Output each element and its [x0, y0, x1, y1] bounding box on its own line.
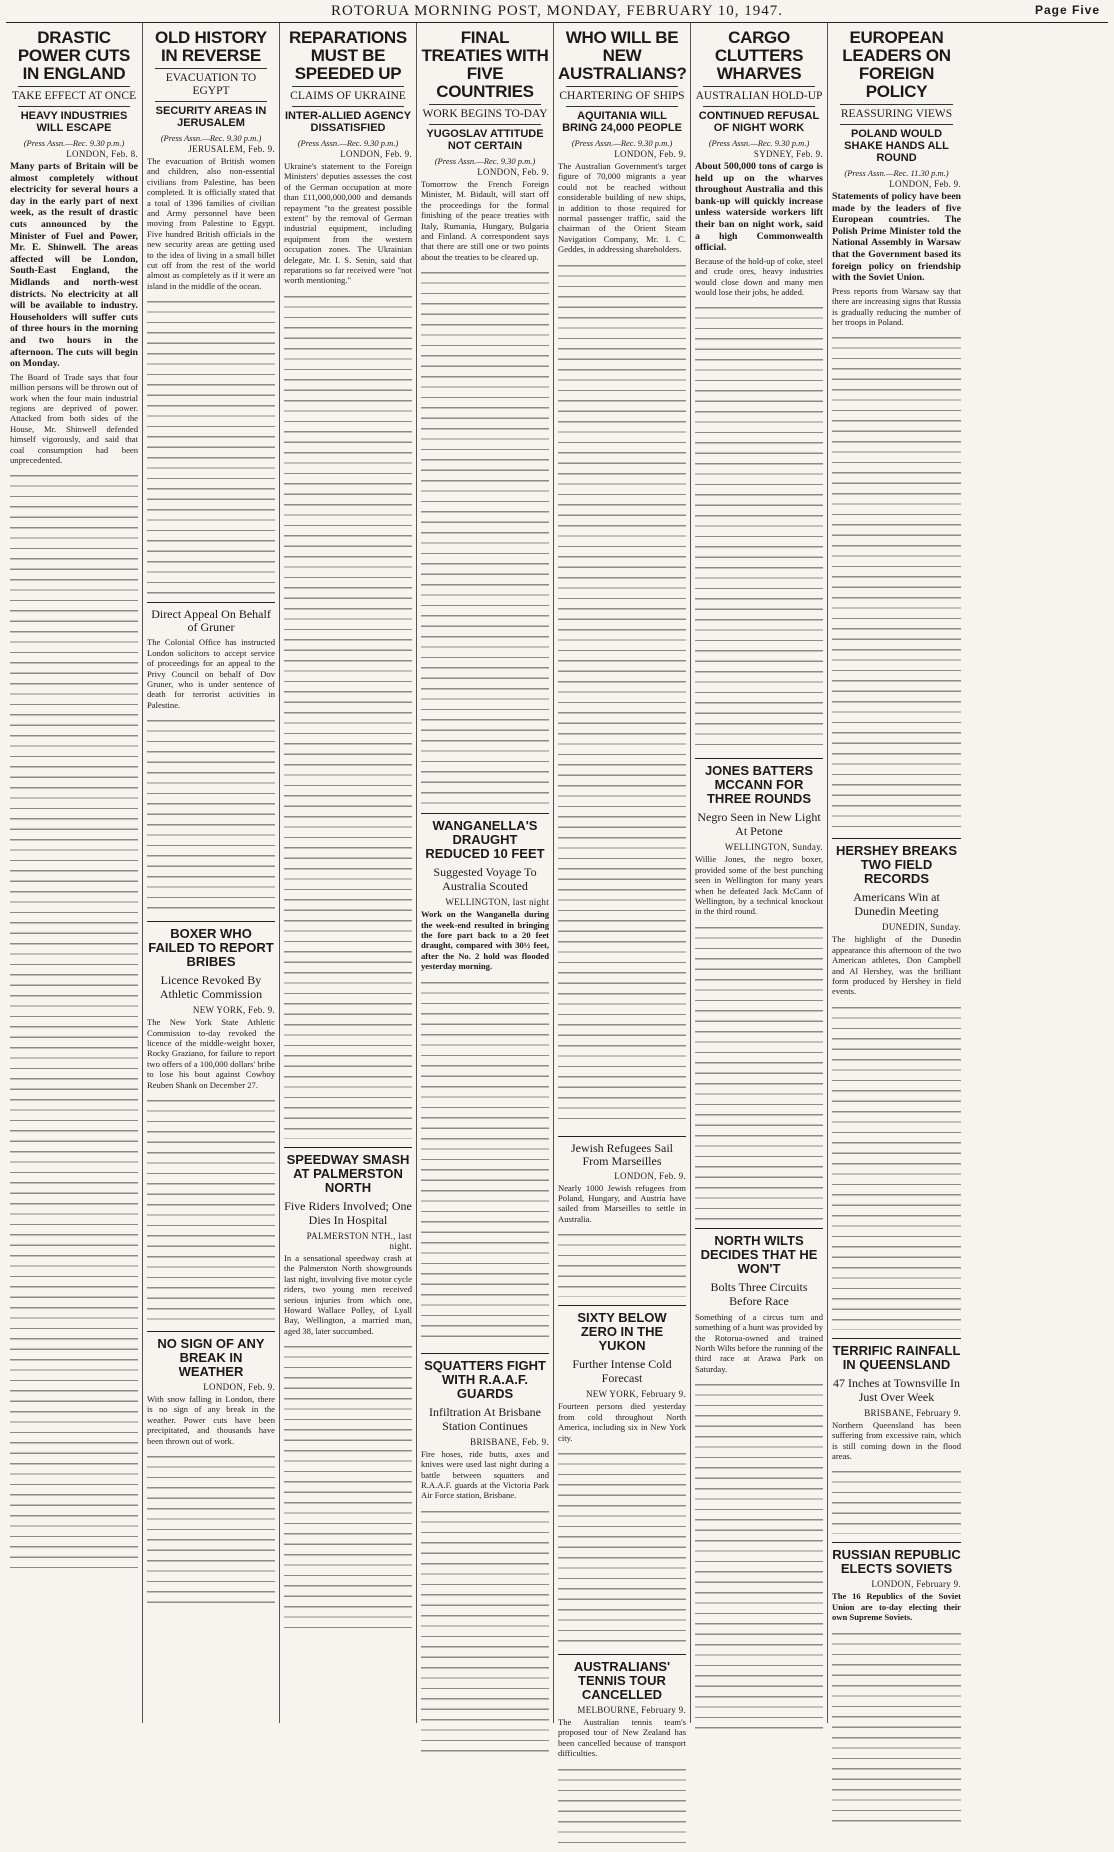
section-paragraph: The highlight of the Dunedin appearance this afternoon of the two American athletes, Don Campbell and Al Hershey, was the brilliant form produced by Hershey in field events. [832, 934, 961, 997]
placeline: JERUSALEM, Feb. 9. [188, 144, 275, 154]
section-headline: SIXTY BELOW ZERO IN THE YUKON [558, 1305, 686, 1353]
section-title: Direct Appeal On Behalf of Gruner [147, 602, 275, 634]
section-paragraph: With snow falling in London, there is no sign of any break in the weather. Power cuts have been precipitated, and thousands have been thrown out of work. [147, 1393, 275, 1446]
section-paragraph: Fourteen persons died yesterday from cold throughout North America, including six in New York city. [558, 1401, 686, 1443]
placeline: LONDON, Feb. 8. [66, 149, 138, 159]
placeline: PALMERSTON NTH., last night. [306, 1230, 412, 1251]
headline: DRASTIC POWER CUTS IN ENGLAND [17, 28, 131, 83]
section-headline: BOXER WHO FAILED TO REPORT BRIBES [147, 921, 275, 969]
column-text-block [832, 330, 961, 830]
placeline: BRISBANE, Feb. 9. [470, 1436, 549, 1447]
section-paragraph: Nearly 1000 Jewish refugees from Poland, Hungary, and Austria have sailed from Marseilles to settle in Australia. [558, 1182, 686, 1224]
column-2 [143, 23, 280, 1723]
dateline: (Press Assn.—Rec. 11.30 p.m.) [844, 168, 949, 178]
column-text-block [421, 1504, 549, 1754]
body-paragraph: Because of the hold-up of coke, steel and crude ores, heavy industries would close down and many men would lose their jobs, he added. [695, 255, 823, 297]
section-subheading: Bolts Three Circuits Before Race [710, 1279, 808, 1308]
column-text-block [832, 1000, 961, 1330]
column-text-block [421, 975, 549, 1345]
column-text-block [695, 1377, 823, 1737]
masthead-title: ROTORUA MORNING POST, MONDAY, FEBRUARY 10, 1947. [331, 2, 783, 19]
section-paragraph: Fire hoses, ride butts, axes and knives were used last night during a battle between squatters and R.A.A.F. guards at the Victoria Park Air Force station, Brisbane. [421, 1448, 549, 1501]
column-text-block [558, 258, 686, 1128]
body-paragraph: Tomorrow the French Foreign Minister, M. Bidault, will start off the proceedings for the formal finishing of the peace treaties with Italy, Rumania, Hungary, Bulgaria and Finland. A correspondent says that there are still one or two points about the treaties to be cleared up. [421, 179, 549, 262]
section-paragraph: The Australian tennis team's proposed tour of New Zealand has been cancelled because of transport difficulties. [558, 1716, 686, 1759]
section-paragraph: The Colonial Office has instructed London solicitors to accept service of proceedings for an appeal to the Privy Council on behalf of Dov Gruner, who is under sentence of death for terrorist activities in Palestine. [147, 637, 275, 710]
body-paragraph: Press reports from Warsaw say that there are increasing signs that Russia is gradually reducing the number of her troops in Poland. [832, 285, 961, 327]
section-headline: SQUATTERS FIGHT WITH R.A.A.F. GUARDS [421, 1353, 549, 1401]
column-text-block [147, 1449, 275, 1609]
section-paragraph: Northern Queensland has been suffering from excessive rain, which is still coming down in the flood areas. [832, 1419, 961, 1462]
divider [566, 106, 678, 107]
column-5 [554, 23, 691, 1759]
body-paragraph: The Australian Government's target figure of 70,000 migrants a year could not be reached without considerable building of new ships, in addition to those required for normal passenger traffic, said the chairman of the Orient Steam Navigation Company, Mr. I. C. Geddes, in addressing shareholders. [558, 161, 686, 255]
placeline: LONDON, Feb. 9. [614, 1170, 686, 1181]
page-number: Page Five [1034, 3, 1100, 17]
divider [292, 86, 404, 87]
column-text-block [421, 265, 549, 805]
section-subheading: Further Intense Cold Forecast [572, 1357, 672, 1386]
divider [155, 101, 267, 102]
section-paragraph: In a sensational speedway crash at the Palmerston North showgrounds last night, involving five motor cycle riders, two young men received serious injuries from which one, Howard Wallace Polley, of Lyall Bay, Wellington, a married man, aged 38, later succumbed. [284, 1252, 412, 1336]
column-1 [6, 23, 143, 1723]
column-text-block [832, 1626, 961, 1826]
subheading-bold: CONTINUED REFUSAL OF NIGHT WORK [698, 110, 820, 134]
column-text-block [284, 289, 412, 1139]
headline: WHO WILL BE NEW AUSTRALIANS? [558, 28, 687, 83]
column-text-block [832, 1464, 961, 1534]
body-paragraph: Ukraine's statement to the Foreign Ministers' deputies assesses the cost of the German occupation at more than £11,000,000,000 and demands repayment "to the greatest possible extent" by the removal of German industrial equipment, including equipment from the western occupation zones. The Ukrainian delegate, Mr. I. S. Senin, said that reparations so far received were "not worth mentioning." [284, 161, 412, 286]
section-headline: TERRIFIC RAINFALL IN QUEENSLAND [832, 1338, 961, 1372]
column-4 [417, 23, 554, 1723]
section-headline: WANGANELLA'S DRAUGHT REDUCED 10 FEET [421, 813, 549, 861]
section-subheading: Infiltration At Brisbane Station Continues [429, 1404, 541, 1433]
lede-paragraph: Many parts of Britain will be almost completely without electricity for several hours a day in the early part of next week, as the result of drastic cuts announced by the Minister of Fuel and Power, Mr. E. Shinwell. The areas affected will be London, South-East England, the Midlands and north-west districts. No electricity at all will be available to industry. Householders will suffer cuts of three hours in the morning and two hours in the afternoon. The cuts will begin on Monday. [10, 161, 138, 370]
section-headline: NO SIGN OF ANY BREAK IN WEATHER [147, 1331, 275, 1379]
dateline: (Press Assn.—Rec. 9.30 p.m.) [434, 156, 536, 166]
section-subheading: Licence Revoked By Athletic Commission [159, 973, 263, 1002]
divider [840, 124, 953, 125]
divider [18, 86, 130, 87]
masthead [6, 0, 1108, 23]
section-subheading: Suggested Voyage To Australia Scouted [433, 865, 537, 894]
section-subheading: 47 Inches at Townsville In Just Over Week [833, 1375, 960, 1404]
section-subheading: Five Riders Involved; One Dies In Hospital [284, 1198, 412, 1227]
divider [703, 106, 815, 107]
section-headline: NORTH WILTS DECIDES THAT HE WON'T [695, 1228, 823, 1276]
placeline: NEW YORK, Feb. 9. [192, 1005, 275, 1016]
section-headline: RUSSIAN REPUBLIC ELECTS SOVIETS [832, 1542, 961, 1576]
placeline: BRISBANE, February 9. [864, 1407, 961, 1418]
column-text-block [695, 920, 823, 1220]
section-subheading: Americans Win at Dunedin Meeting [853, 890, 940, 919]
divider [155, 68, 267, 69]
placeline: LONDON, Feb. 9. [477, 167, 549, 177]
column-text-block [10, 468, 138, 1568]
lede-paragraph: Statements of policy have been made by the leaders of five European countries. The Polish Prime Minister told the National Assembly in Warsaw that the Government based its foreign policy on friendship with the Soviet Union. [832, 191, 961, 284]
placeline: WELLINGTON, Sunday. [724, 842, 823, 853]
body-paragraph: The Board of Trade says that four million persons will be thrown out of work when the four main industrial regions are deprived of power. Attacked from both sides of the House, Mr. Shinwell defended himself vigorously, and said that coal consumption had been unprecedented. [10, 371, 138, 465]
column-text-block [558, 1446, 686, 1646]
headline: FINAL TREATIES WITH FIVE COUNTRIES [421, 28, 549, 101]
column-6 [691, 23, 828, 1723]
subheading-bold: AQUITANIA WILL BRING 24,000 PEOPLE [562, 110, 682, 134]
divider [566, 86, 678, 87]
section-headline: SPEEDWAY SMASH AT PALMERSTON NORTH [284, 1147, 412, 1195]
subheading: TAKE EFFECT AT ONCE [11, 90, 137, 102]
divider [292, 106, 404, 107]
placeline: LONDON, Feb. 9. [614, 149, 686, 159]
column-text-block [147, 1093, 275, 1323]
subheading: WORK BEGINS TO-DAY [422, 108, 548, 120]
section-paragraph: Something of a circus turn and something of a hunt was provided by the Rotorua-owned and trained North Wilts before the running of the third race at Arawa Park on Saturday. [695, 1311, 823, 1374]
column-text-block [284, 1339, 412, 1629]
subheading-bold: YUGOSLAV ATTITUDE NOT CERTAIN [426, 128, 544, 152]
placeline: NEW YORK, February 9. [585, 1389, 686, 1400]
section-paragraph: The New York State Athletic Commission to-day revoked the licence of the middle-weight boxer, Rocky Graziano, for failure to report two offers of a 100,000 dollars' bribe to lose his bout against Cowboy Reuben Shank on December 27. [147, 1017, 275, 1090]
section-subheading: Negro Seen in New Light At Petone [697, 810, 821, 839]
subheading: AUSTRALIAN HOLD-UP [695, 90, 823, 102]
column-text-block [147, 294, 275, 594]
column-text-block [695, 300, 823, 750]
lede-paragraph: About 500,000 tons of cargo is held up on the wharves throughout Australia and this bank-up will quickly increase unless waterside workers lift their ban on night work, said a high Commonwealth official. [695, 161, 823, 254]
placeline: MELBOURNE, February 9. [577, 1704, 686, 1715]
subheading: REASSURING VIEWS [840, 108, 953, 120]
placeline: LONDON, Feb. 9. [889, 179, 961, 189]
headline: OLD HISTORY IN REVERSE [155, 28, 267, 65]
placeline: SYDNEY, Feb. 9. [753, 149, 823, 159]
dateline: (Press Assn.—Rec. 9.30 p.m.) [708, 138, 810, 148]
subheading-bold: POLAND WOULD SHAKE HANDS ALL ROUND [844, 128, 949, 164]
placeline: WELLINGTON, last night [445, 897, 549, 908]
placeline: LONDON, Feb. 9. [203, 1381, 275, 1392]
subheading: CHARTERING OF SHIPS [559, 90, 685, 102]
placeline: LONDON, February 9. [871, 1579, 961, 1590]
column-text-block [147, 713, 275, 913]
placeline: DUNEDIN, Sunday. [882, 922, 961, 933]
subheading-bold: SECURITY AREAS IN JERUSALEM [155, 105, 267, 129]
section-paragraph: The 16 Republics of the Soviet Union are to-day electing their own Supreme Soviets. [832, 1591, 961, 1623]
dateline: (Press Assn.—Rec. 9.30 p.m.) [160, 133, 262, 143]
column-text-block [558, 1762, 686, 1852]
headline: EUROPEAN LEADERS ON FOREIGN POLICY [842, 28, 951, 101]
dateline: (Press Assn.—Rec. 9.30 p.m.) [23, 138, 125, 148]
section-headline: HERSHEY BREAKS TWO FIELD RECORDS [832, 838, 961, 886]
section-paragraph: Work on the Wanganella during the week-end resulted in bringing the fore part back to a 20 feet draught, compared with 30½ feet, after the No. 2 hold was flooded yesterday morning. [421, 909, 549, 972]
headline: CARGO CLUTTERS WHARVES [714, 28, 804, 83]
dateline: (Press Assn.—Rec. 9.30 p.m.) [571, 138, 673, 148]
subheading: CLAIMS OF UKRAINE [290, 90, 406, 102]
divider [840, 104, 953, 105]
section-headline: AUSTRALIANS' TENNIS TOUR CANCELLED [558, 1654, 686, 1702]
headline: REPARATIONS MUST BE SPEEDED UP [289, 28, 407, 83]
divider [18, 106, 130, 107]
subheading-bold: HEAVY INDUSTRIES WILL ESCAPE [20, 110, 128, 134]
subheading: EVACUATION TO EGYPT [165, 72, 257, 97]
section-title: Jewish Refugees Sail From Marseilles [558, 1136, 686, 1168]
divider [703, 86, 815, 87]
placeline: LONDON, Feb. 9. [340, 149, 412, 159]
section-headline: JONES BATTERS MCCANN FOR THREE ROUNDS [695, 758, 823, 806]
column-7 [828, 23, 965, 1723]
column-text-block [558, 1227, 686, 1297]
subheading-bold: INTER-ALLIED AGENCY DISSATISFIED [284, 110, 412, 134]
column-3 [280, 23, 417, 1723]
divider [429, 104, 541, 105]
dateline: (Press Assn.—Rec. 9.30 p.m.) [297, 138, 399, 148]
columns [6, 23, 1108, 1759]
body-paragraph: The evacuation of British women and children, also non-essential civilians from Palestine, has been completed. It is officially stated that a total of 1396 families of civilian and Army personnel have been moving from Palestine to Egypt. Five hundred British officials in the new security areas are getting used to the idea of living in a small billet cut off from the rest of the world almost as completely as if it were an island in the middle of the ocean. [147, 156, 275, 291]
divider [429, 124, 541, 125]
section-paragraph: Willie Jones, the negro boxer, provided some of the best punching seen in Wellington for many years when he defeated Jack McCann of Wellington, by a technical knockout in the third round. [695, 854, 823, 917]
